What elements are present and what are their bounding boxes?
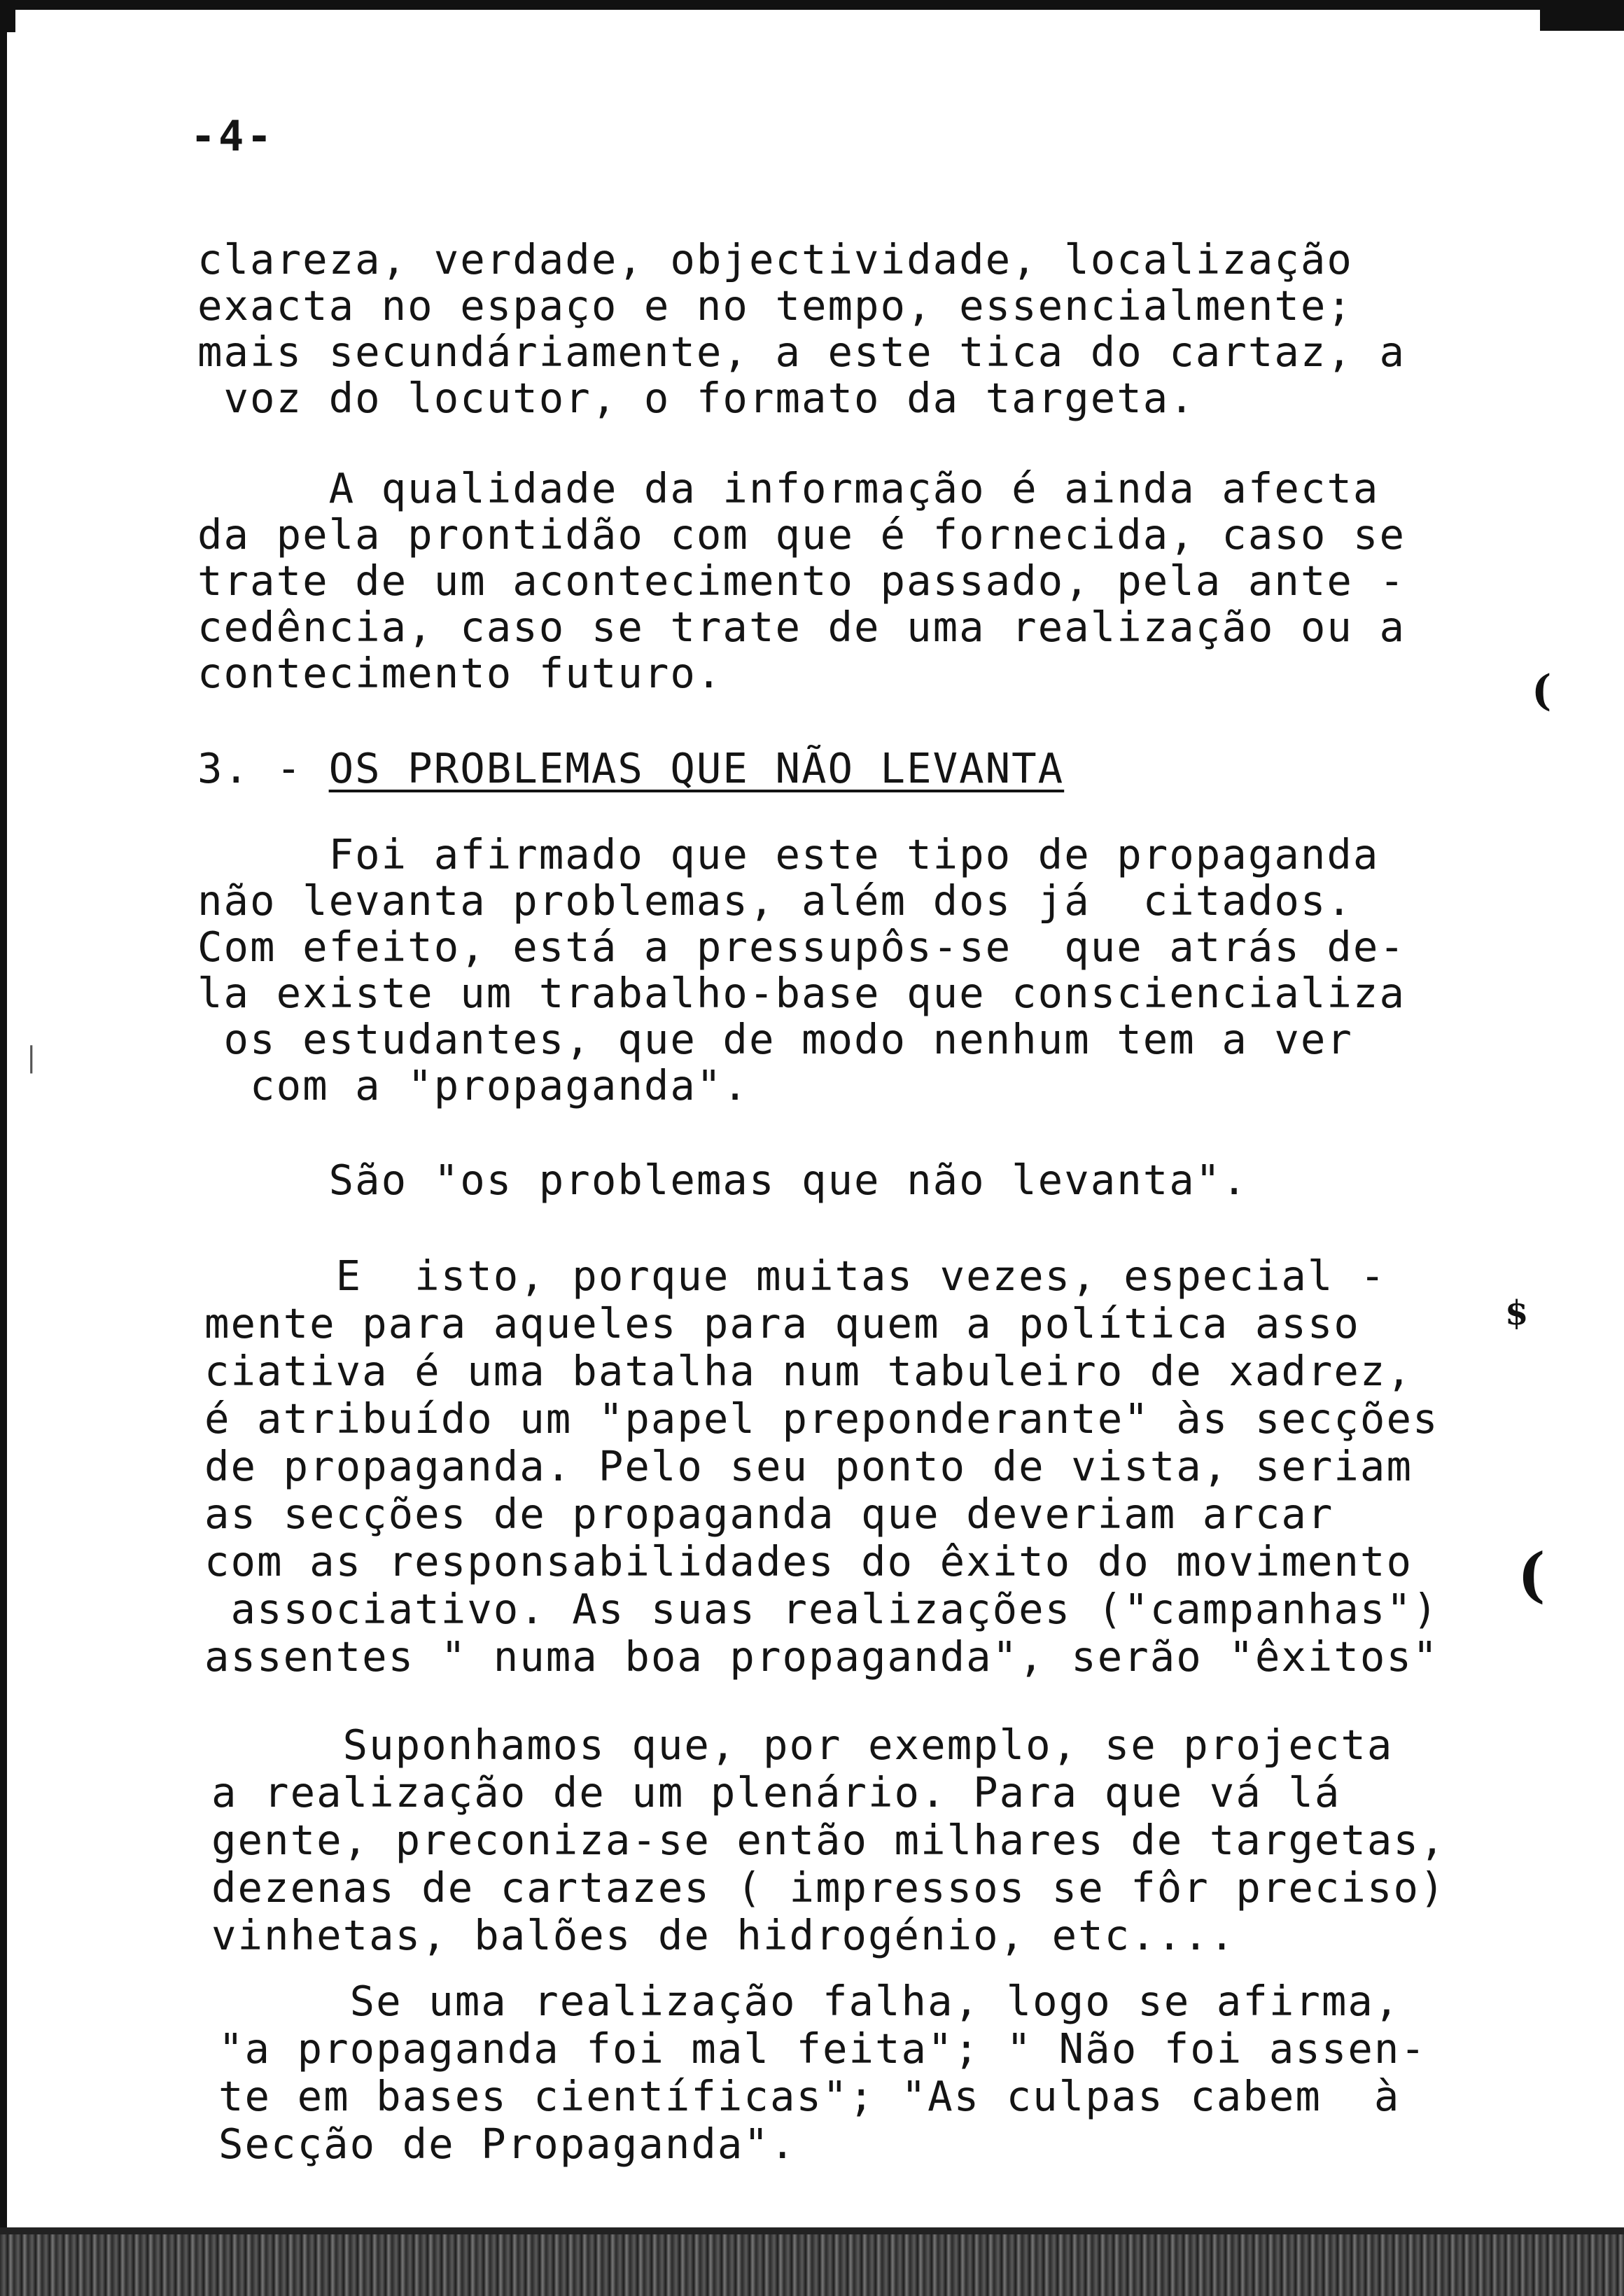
text-line: ciativa é uma batalha num tabuleiro de xadrez, xyxy=(204,1347,1413,1395)
margin-paren-mark: ( xyxy=(1532,666,1552,715)
text-line: trate de um acontecimento passado, pela ante - xyxy=(197,556,1406,605)
scan-edge-top xyxy=(0,0,1624,10)
text-line: gente, preconiza-se então milhares de targetas, xyxy=(211,1816,1446,1864)
text-line: exacta no espaço e no tempo, essencialmente; xyxy=(197,281,1353,330)
text-line: voz do locutor, o formato da targeta. xyxy=(197,374,1196,422)
text-line: dezenas de cartazes ( impressos se fôr preciso) xyxy=(211,1863,1446,1912)
scan-edge-left xyxy=(0,0,7,2296)
text-line: contecimento futuro. xyxy=(197,649,723,697)
text-line: não levanta problemas, além dos já citados. xyxy=(197,876,1353,925)
text-line: a realização de um plenário. Para que vá lá xyxy=(211,1768,1341,1816)
text-line: mais secundáriamente, a este tica do cartaz, a xyxy=(197,328,1406,376)
text-line: cedência, caso se trate de uma realização ou a xyxy=(197,603,1406,651)
margin-paren-mark-large: ( xyxy=(1518,1540,1546,1609)
text-line: clareza, verdade, objectividade, localização xyxy=(197,235,1353,284)
text-line: mente para aqueles para quem a política asso xyxy=(204,1299,1360,1348)
text-line: assentes " numa boa propaganda", serão "êxitos" xyxy=(204,1632,1439,1681)
text-line: A qualidade da informação é ainda afecta xyxy=(197,464,1380,512)
section-title: OS PROBLEMAS QUE NÃO LEVANTA xyxy=(328,744,1065,792)
text-line: as secções de propaganda que deveriam arcar xyxy=(204,1490,1334,1538)
text-line: E isto, porque muitas vezes, especial - xyxy=(204,1252,1387,1300)
text-line: com as responsabilidades do êxito do movimento xyxy=(204,1537,1413,1586)
text-line: é atribuído um "papel preponderante" às secções xyxy=(204,1394,1439,1443)
text-line: Suponhamos que, por exemplo, se projecta xyxy=(211,1721,1394,1769)
text-line: te em bases científicas"; "As culpas cabem à xyxy=(218,2072,1401,2120)
scan-edge-left-notch xyxy=(0,10,15,32)
text-line: associativo. As suas realizações ("campanhas") xyxy=(204,1585,1439,1633)
scan-edge-bottom-line xyxy=(0,2227,1624,2234)
margin-dollar-mark: $ xyxy=(1505,1294,1529,1333)
margin-tick-mark: | xyxy=(27,1042,36,1074)
text-line: São "os problemas que não levanta". xyxy=(197,1156,1248,1204)
text-line: "a propaganda foi mal feita"; " Não foi assen- xyxy=(218,2024,1427,2073)
text-line: da pela prontidão com que é fornecida, caso se xyxy=(197,510,1406,559)
section-number: 3. - xyxy=(197,744,329,792)
text-line: os estudantes, que de modo nenhum tem a ver xyxy=(197,1015,1353,1063)
scan-edge-top-corner xyxy=(1540,0,1624,31)
text-line: Foi afirmado que este tipo de propaganda xyxy=(197,830,1380,878)
text-line: Secção de Propaganda". xyxy=(218,2120,797,2168)
text-line: Se uma realização falha, logo se afirma, xyxy=(218,1977,1401,2025)
page-number: -4- xyxy=(190,112,275,161)
text-line: com a "propaganda". xyxy=(197,1061,749,1110)
section-heading xyxy=(197,746,1064,792)
text-line: de propaganda. Pelo seu ponto de vista, seriam xyxy=(204,1442,1413,1490)
text-line: Com efeito, está a pressupôs-se que atrás de- xyxy=(197,923,1406,971)
text-line: la existe um trabalho-base que consciencializa xyxy=(197,969,1406,1017)
text-line: vinhetas, balões de hidrogénio, etc.... xyxy=(211,1911,1236,1959)
scan-edge-bottom xyxy=(0,2234,1624,2296)
